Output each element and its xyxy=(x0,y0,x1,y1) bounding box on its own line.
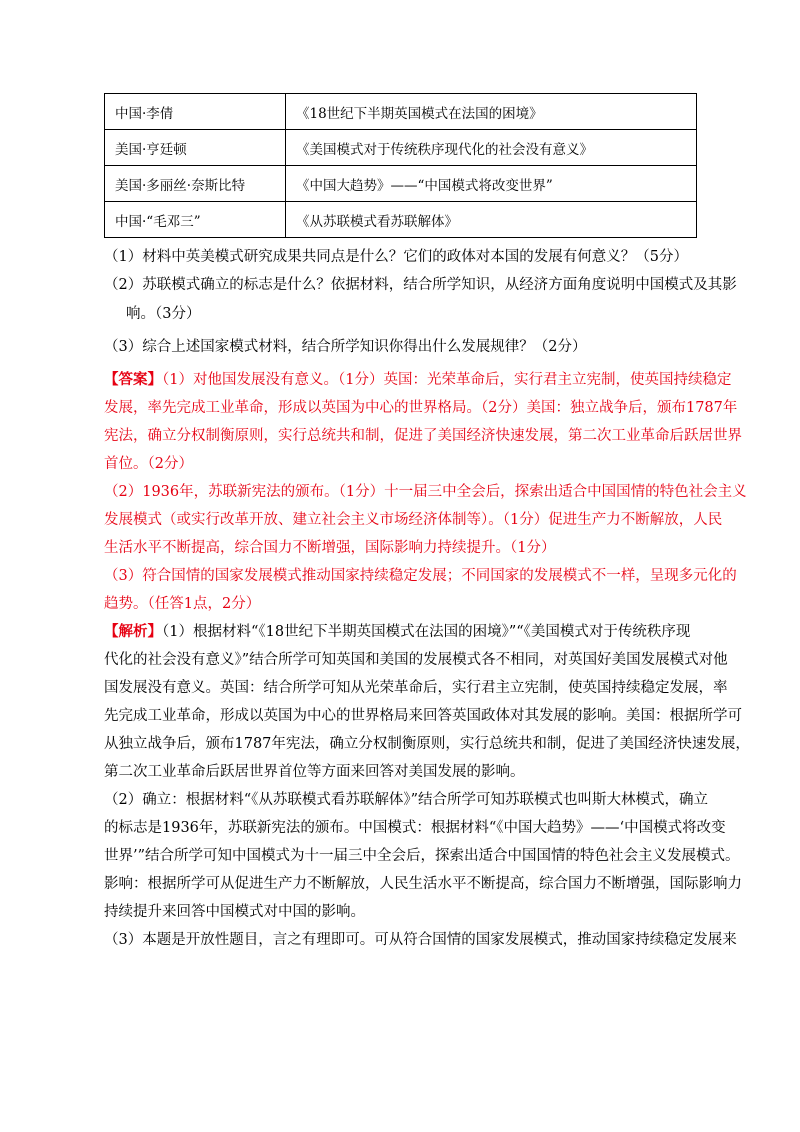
answer-tag: 【答案】 xyxy=(104,371,162,388)
author-cell: 美国·亨廷顿 xyxy=(105,130,286,166)
answer-line: 宪法，确立分权制衡原则，实行总统共和制，促进了美国经济快速发展，第二次工业革命后跃居世界 xyxy=(104,428,742,444)
analysis-line: 第二次工业革命后跃居世界首位等方面来回答对美国发展的影响。 xyxy=(104,764,525,780)
title-cell: 《美国模式对于传统秩序现代化的社会没有意义》 xyxy=(286,130,697,166)
analysis-tag: 【解析】 xyxy=(104,623,162,640)
answer-line: 首位。（2分） xyxy=(104,456,193,472)
analysis-line: 国发展没有意义。英国：结合所学可知从光荣革命后，实行君主立宪制，使英国持续稳定发展，率 xyxy=(104,680,728,696)
answer-line: 发展，率先完成工业革命，形成以英国为中心的世界格局。（2分）美国：独立战争后，颁布1787年 xyxy=(104,400,738,416)
analysis-line: 世界’”结合所学可知中国模式为十一届三中全会后，探索出适合中国国情的特色社会主义发展模式。 xyxy=(104,848,740,864)
author-cell: 中国·李倩 xyxy=(105,94,286,130)
question-1: （1）材料中英美模式研究成果共同点是什么？它们的政体对本国的发展有何意义？（5分） xyxy=(104,249,688,265)
analysis-line: （2）确立：根据材料“《从苏联模式看苏联解体》”结合所学可知苏联模式也叫斯大林模式，确立 xyxy=(104,792,709,808)
analysis-line: （1）根据材料“《18世纪下半期英国模式在法国的困境》”“《美国模式对于传统秩序现 xyxy=(162,624,691,640)
answer-line: （1）对他国发展没有意义。（1分）英国：光荣革命后，实行君主立宪制，使英国持续稳定 xyxy=(162,372,732,388)
author-cell: 美国·多丽丝·奈斯比特 xyxy=(105,166,286,202)
answer-line: 发展模式（或实行改革开放、建立社会主义市场经济体制等）。（1分）促进生产力不断解放，人民 xyxy=(104,512,723,528)
analysis-line: 持续提升来回答中国模式对中国的影响。 xyxy=(104,904,365,920)
answer-section xyxy=(104,366,747,618)
material-table xyxy=(104,93,697,238)
analysis-line: 的标志是1936年，苏联新宪法的颁布。中国模式：根据材料“《中国大趋势》——‘中国模式将改变 xyxy=(104,820,726,836)
question-3: （3）综合上述国家模式材料，结合所学知识你得出什么发展规律？（2分） xyxy=(104,339,587,355)
analysis-line: 影响：根据所学可从促进生产力不断解放，人民生活水平不断提高，综合国力不断增强，国际影响力 xyxy=(104,876,742,892)
answer-line: 趋势。（任答1点，2分） xyxy=(104,596,261,612)
question-2: （2）苏联模式确立的标志是什么？依据材料，结合所学知识，从经济方面角度说明中国模式及其影 xyxy=(104,277,737,293)
analysis-line: 代化的社会没有意义》”结合所学可知英国和美国的发展模式各不相同，对英国好美国发展模式对他 xyxy=(104,652,728,668)
answer-line: （3）符合国情的国家发展模式推动国家持续稳定发展；不同国家的发展模式不一样，呈现多元化的 xyxy=(104,568,737,584)
answer-line: 生活水平不断提高，综合国力不断增强，国际影响力持续提升。（1分） xyxy=(104,540,556,556)
table-row xyxy=(105,94,697,130)
analysis-line: 先完成工业革命，形成以英国为中心的世界格局来回答英国政体对其发展的影响。美国：根据所学可 xyxy=(104,708,742,724)
title-cell: 《18世纪下半期英国模式在法国的困境》 xyxy=(286,94,697,130)
table-row xyxy=(105,166,697,202)
analysis-line: （3）本题是开放性题目，言之有理即可。可从符合国情的国家发展模式，推动国家持续稳定发展来 xyxy=(104,932,737,948)
question-2-continued: 响。（3分） xyxy=(126,306,201,322)
author-cell: 中国·“毛邓三” xyxy=(105,202,286,238)
table-row xyxy=(105,130,697,166)
title-cell: 《从苏联模式看苏联解体》 xyxy=(286,202,697,238)
analysis-section xyxy=(104,618,750,954)
table-row xyxy=(105,202,697,238)
analysis-line: 从独立战争后，颁布1787年宪法，确立分权制衡原则，实行总统共和制，促进了美国经济快速发展， xyxy=(104,736,750,752)
answer-line: （2）1936年，苏联新宪法的颁布。（1分）十一届三中全会后，探索出适合中国国情的特色社会主义 xyxy=(104,484,747,500)
title-cell: 《中国大趋势》——“中国模式将改变世界” xyxy=(286,166,697,202)
